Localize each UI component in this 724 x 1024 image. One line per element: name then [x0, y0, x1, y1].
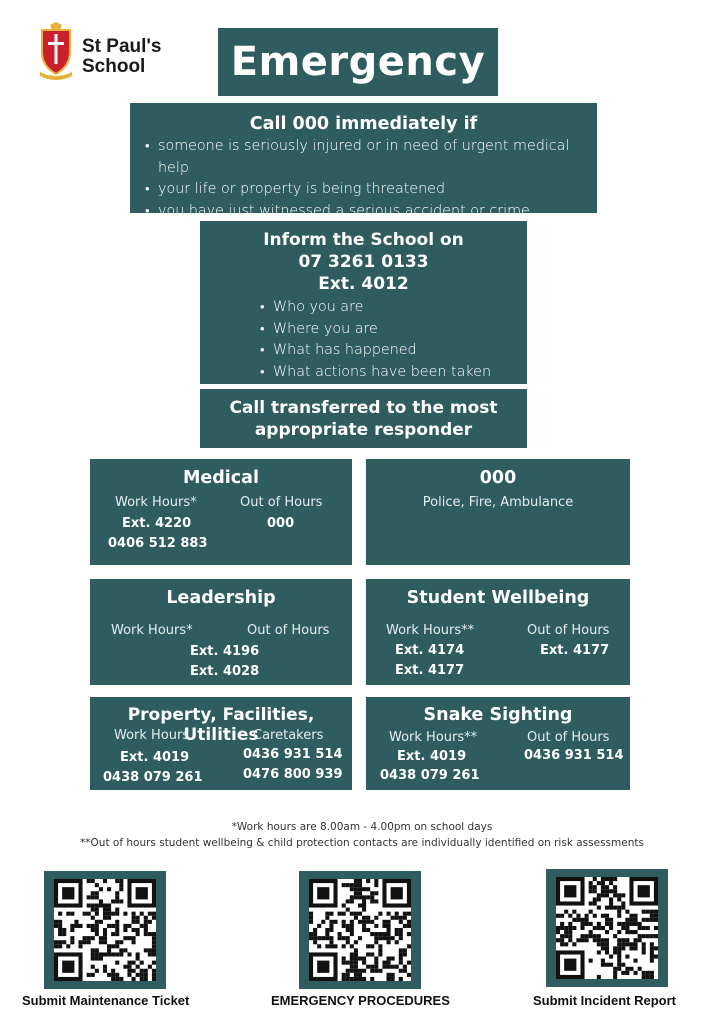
qr-emergency-procedures[interactable] — [299, 871, 421, 989]
inform-school-panel — [200, 221, 527, 384]
wellbeing-out-label: Out of Hours — [527, 623, 610, 638]
list-item: • you have just witnessed a serious accident or crime — [143, 201, 597, 223]
leadership-panel — [90, 579, 352, 685]
property-caretaker-2: 0476 800 939 — [243, 767, 343, 782]
leadership-title: Leadership — [166, 588, 276, 608]
school-logo — [36, 22, 176, 84]
wellbeing-work-label: Work Hours** — [386, 623, 475, 638]
wellbeing-out-ext: Ext. 4177 — [540, 643, 610, 658]
snake-title: Snake Sighting — [423, 705, 573, 725]
qr-label-incident[interactable]: Submit Incident Report — [533, 993, 676, 1008]
medical-out-label: Out of Hours — [240, 495, 323, 510]
footnote-out-of-hours: **Out of hours student wellbeing & child protection contacts are individually identified on risk assessments — [80, 837, 644, 849]
snake-out-value: 0436 931 514 — [524, 748, 624, 763]
leadership-ext-2: Ext. 4028 — [190, 664, 260, 679]
qr-code-icon — [309, 879, 411, 981]
snake-work-mobile: 0438 079 261 — [380, 768, 480, 783]
list-item: • What has happened — [258, 340, 527, 362]
emergency-000-services: Police, Fire, Ambulance — [422, 495, 574, 510]
school-name — [82, 37, 162, 77]
leadership-out-label: Out of Hours — [247, 623, 330, 638]
property-work-ext: Ext. 4019 — [120, 750, 190, 765]
title-panel — [218, 28, 498, 96]
medical-panel — [90, 459, 352, 565]
inform-list — [258, 297, 527, 383]
qr-maintenance-ticket[interactable] — [44, 871, 166, 989]
qr-label-maintenance[interactable]: Submit Maintenance Ticket — [22, 993, 190, 1008]
property-work-mobile: 0438 079 261 — [103, 770, 203, 785]
school-extension: Ext. 4012 — [318, 274, 409, 294]
snake-out-label: Out of Hours — [527, 730, 610, 745]
list-item: • Who you are — [258, 297, 527, 319]
school-phone-number: 07 3261 0133 — [298, 252, 429, 272]
wellbeing-title: Student Wellbeing — [406, 588, 590, 608]
school-name-line1: St Paul's — [82, 36, 162, 57]
list-item: • your life or property is being threatened — [143, 179, 597, 201]
medical-work-label: Work Hours* — [115, 495, 197, 510]
property-title: Property, Facilities, Utilities — [127, 705, 315, 745]
transfer-panel — [200, 389, 527, 448]
property-caretaker-1: 0436 931 514 — [243, 747, 343, 762]
list-item: • someone is seriously injured or in need of urgent medical help — [143, 136, 597, 179]
leadership-ext-1: Ext. 4196 — [190, 644, 260, 659]
emergency-000-title: 000 — [479, 468, 517, 488]
medical-work-ext: Ext. 4220 — [122, 516, 192, 531]
qr-incident-report[interactable] — [546, 869, 668, 987]
property-caretakers-label: Caretakers — [253, 728, 324, 743]
transfer-line1: Call transferred to the most — [229, 398, 498, 418]
medical-out-value: 000 — [267, 516, 295, 531]
inform-heading: Inform the School on — [263, 230, 464, 250]
medical-work-mobile: 0406 512 883 — [108, 536, 208, 551]
school-crest-icon — [36, 22, 76, 82]
wellbeing-work-ext-1: Ext. 4174 — [395, 643, 465, 658]
call-000-list — [143, 136, 597, 222]
call-000-panel — [130, 103, 597, 219]
property-panel — [90, 697, 352, 790]
student-wellbeing-panel — [366, 579, 630, 685]
footnote-work-hours: *Work hours are 8.00am - 4.00pm on school days — [231, 821, 493, 833]
property-work-label: Work Hours — [114, 728, 190, 743]
emergency-000-panel — [366, 459, 630, 565]
school-name-line2: School — [82, 56, 146, 77]
qr-code-icon — [54, 879, 156, 981]
page-title: Emergency — [230, 39, 486, 85]
list-item: • What actions have been taken — [258, 362, 527, 384]
snake-sighting-panel — [366, 697, 630, 790]
list-item: • Where you are — [258, 319, 527, 341]
transfer-line2: appropriate responder — [254, 420, 473, 440]
snake-work-label: Work Hours** — [389, 730, 478, 745]
qr-code-icon — [556, 877, 658, 979]
snake-work-ext: Ext. 4019 — [397, 749, 467, 764]
leadership-work-label: Work Hours* — [111, 623, 193, 638]
medical-title: Medical — [183, 468, 259, 488]
wellbeing-work-ext-2: Ext. 4177 — [395, 663, 465, 678]
call-000-heading: Call 000 immediately if — [249, 114, 478, 134]
qr-label-procedures[interactable]: EMERGENCY PROCEDURES — [271, 993, 450, 1008]
